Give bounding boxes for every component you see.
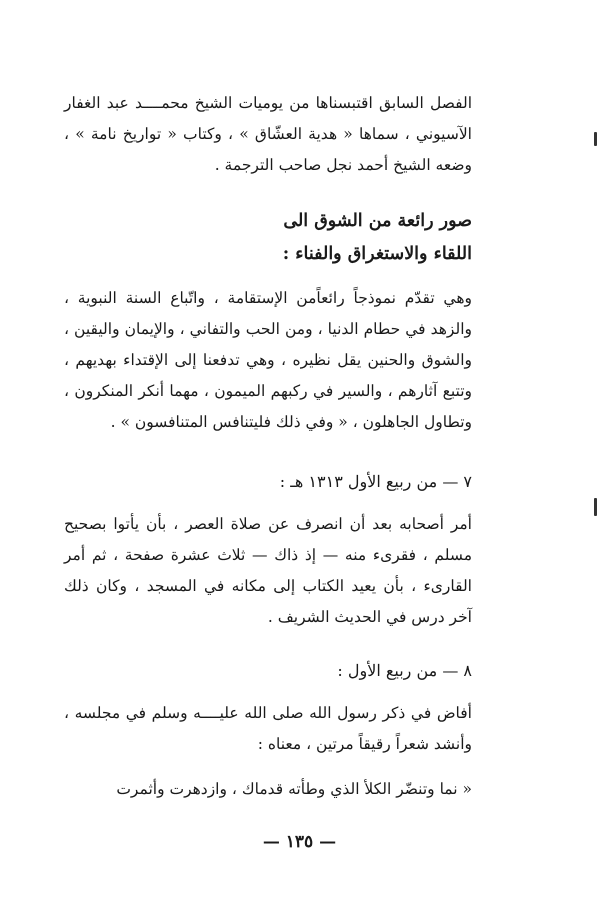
section-heading-line-2: اللقاء والاستغراق والفناء : bbox=[282, 244, 472, 264]
entry-8-paragraph: أفاض في ذكر رسول الله صلى الله عليــــه وسلم في مجلسه ، وأنشد شعراً رقيقاً مرتين ، معناه : bbox=[64, 704, 472, 753]
entry-8-heading: ٨ — من ربيع الأول : bbox=[337, 661, 472, 680]
page-number: — ١٣٥ — bbox=[262, 832, 337, 852]
section-body-paragraph: وهي تقدّم نموذجاً رائعاًمن الإستقامة ، واتّباع السنة النبوية ، والزهد في حطام الدنيا ، ومن الحب والتفاني ، والإيمان واليقين ، والشوق والحنين يقل نظيره ، وهي تدفعنا إلى الإقتداء بهديهم ، وتتبع آثارهم ، والسير في ركبهم الميمون ، مهما أنكر المنكرون ، وتطاول الجاهلون ، « وفي ذلك فليتنافس المتنافسون » . bbox=[64, 289, 472, 431]
entry-7-heading: ٧ — من ربيع الأول ١٣١٣ هـ : bbox=[279, 472, 472, 491]
entry-7-paragraph: أمر أصحابه بعد أن انصرف عن صلاة العصر ، بأن يأتوا بصحيح مسلم ، فقرىء منه — إذ ذاك — ثلاث عشرة صفحة ، ثم أمر القارىء ، بأن يعيد الكتاب إلى مكانه في المسجد ، وكان ذلك آخر درس في الحديث الشريف . bbox=[64, 515, 472, 626]
page-text-block bbox=[64, 88, 472, 805]
poem-start-line: « نما وتنضّر الكلأ الذي وطأته قدماك ، وازدهرت وأثمرت bbox=[116, 780, 472, 798]
section-heading-line-1: صور رائعة من الشوق الى bbox=[283, 211, 472, 231]
page-edge-mark bbox=[594, 498, 597, 516]
intro-paragraph: الفصل السابق اقتبسناها من يوميات الشيخ محمــــد عبد الغفار الآسيوني ، سماها « هدية العشّاق » ، وكتاب « تواريخ نامة » ، وضعه الشيخ أحمد نجل صاحب الترجمة . bbox=[64, 94, 472, 174]
section-heading bbox=[64, 205, 472, 271]
page-edge-mark bbox=[594, 132, 597, 146]
